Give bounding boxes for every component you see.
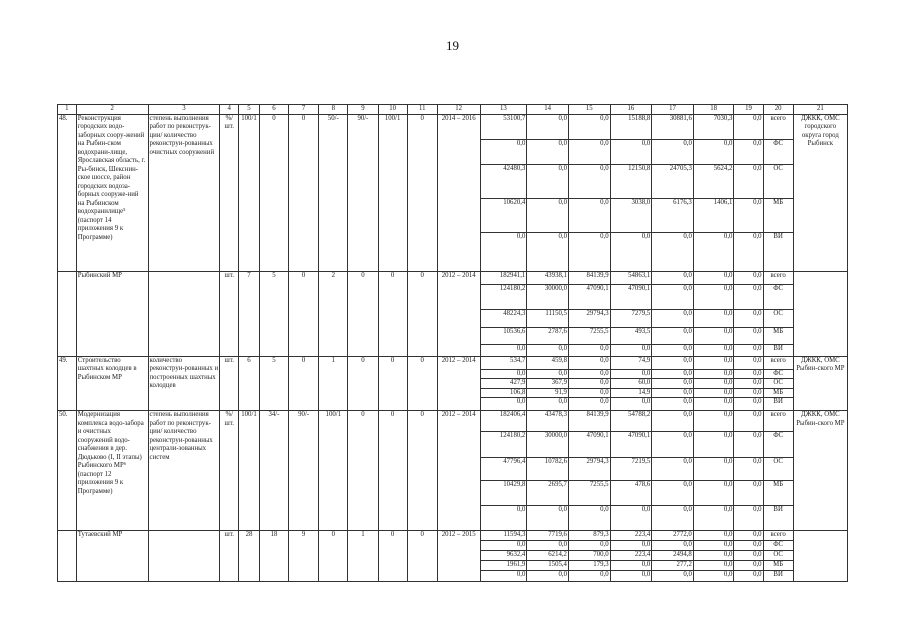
- amount-cell: 0,0: [693, 411, 734, 432]
- target-value-cell: 0: [259, 114, 288, 271]
- responsible-cell: ДЖКК, ОМС Рыбин-ского МР: [793, 411, 847, 531]
- amount-cell: 0,0: [568, 164, 610, 198]
- amount-cell: 0,0: [568, 356, 610, 369]
- column-header: 19: [734, 105, 763, 115]
- amount-cell: 0,0: [568, 369, 610, 379]
- amount-cell: 0,0: [610, 570, 652, 581]
- amount-cell: 0,0: [693, 271, 734, 284]
- row-number-cell: 50.: [58, 411, 77, 531]
- amount-cell: 0,0: [568, 398, 610, 411]
- row-number-cell: [58, 271, 77, 356]
- program-table: [57, 104, 848, 582]
- column-header: 13: [480, 105, 527, 115]
- amount-cell: 0,0: [693, 531, 734, 541]
- amount-cell: 0,0: [693, 398, 734, 411]
- amount-cell: 10620,4: [480, 198, 527, 232]
- amount-cell: 47090,1: [610, 284, 652, 309]
- amount-cell: 84139,9: [568, 271, 610, 284]
- source-cell: всего: [763, 411, 793, 432]
- amount-cell: 2787,6: [527, 327, 569, 344]
- amount-cell: 7255,5: [568, 327, 610, 344]
- source-cell: ОС: [763, 309, 793, 327]
- amount-cell: 0,0: [652, 379, 694, 389]
- source-cell: ФС: [763, 284, 793, 309]
- amount-cell: 7030,3: [693, 114, 734, 139]
- indicator-cell: степень выполнения работ по реконструк-ции/ количество реконструи-рованных очистных сооружений: [148, 114, 220, 271]
- unit-cell: шт.: [220, 531, 239, 582]
- measure-name-cell: Тутаевский МР: [76, 531, 148, 582]
- amount-cell: 0,0: [693, 541, 734, 551]
- amount-cell: 0,0: [652, 369, 694, 379]
- source-cell: ОС: [763, 164, 793, 198]
- amount-cell: 223,4: [610, 531, 652, 541]
- source-cell: МБ: [763, 481, 793, 506]
- source-cell: ВИ: [763, 570, 793, 581]
- amount-cell: 0,0: [734, 570, 763, 581]
- column-header: 17: [652, 105, 694, 115]
- amount-cell: 0,0: [610, 344, 652, 356]
- amount-cell: 0,0: [734, 309, 763, 327]
- amount-cell: 0,0: [527, 506, 569, 531]
- amount-cell: 2695,7: [527, 481, 569, 506]
- target-value-cell: 0: [407, 531, 437, 582]
- column-header: 10: [378, 105, 407, 115]
- period-cell: 2012 – 2014: [437, 271, 480, 356]
- unit-cell: шт.: [220, 271, 239, 356]
- measure-name-cell: Реконструкция городских водо-заборных соору-жений на Рыбин-ском водохрани-лище, Ярославская область, г. Ры-бинск, Шекснин-ское шоссе, район городских водоза-борных сооруже-ний на Рыбинском водохранилище⁵ (паспорт 14 приложения 9 к Программе): [76, 114, 148, 271]
- amount-cell: 10429,8: [480, 481, 527, 506]
- responsible-cell: [793, 531, 847, 582]
- period-cell: 2012 – 2014: [437, 411, 480, 531]
- amount-cell: 0,0: [734, 531, 763, 541]
- amount-cell: 53100,7: [480, 114, 527, 139]
- amount-cell: 0,0: [652, 506, 694, 531]
- amount-cell: 3038,0: [610, 198, 652, 232]
- column-header: 4: [220, 105, 239, 115]
- amount-cell: 179,3: [568, 560, 610, 570]
- amount-cell: 54788,2: [610, 411, 652, 432]
- amount-cell: 0,0: [693, 369, 734, 379]
- amount-cell: 0,0: [734, 369, 763, 379]
- amount-cell: 48224,3: [480, 309, 527, 327]
- amount-cell: 124180,2: [480, 284, 527, 309]
- target-value-cell: 0: [378, 356, 407, 411]
- column-header: 12: [437, 105, 480, 115]
- amount-cell: 11150,5: [527, 309, 569, 327]
- amount-cell: 478,6: [610, 481, 652, 506]
- target-value-cell: 100/1: [239, 114, 260, 271]
- amount-cell: 0,0: [693, 458, 734, 481]
- amount-cell: 0,0: [480, 344, 527, 356]
- amount-cell: 1961,9: [480, 560, 527, 570]
- target-value-cell: 34/-: [259, 411, 288, 531]
- amount-cell: 0,0: [610, 369, 652, 379]
- amount-cell: 0,0: [652, 327, 694, 344]
- responsible-cell: ДЖКК, ОМС городского округа город Рыбинск: [793, 114, 847, 271]
- amount-cell: 879,3: [568, 531, 610, 541]
- amount-cell: 0,0: [568, 506, 610, 531]
- amount-cell: 223,4: [610, 550, 652, 560]
- source-cell: ОС: [763, 550, 793, 560]
- target-value-cell: 0: [407, 356, 437, 411]
- amount-cell: 30000,0: [527, 432, 569, 458]
- amount-cell: 0,0: [480, 232, 527, 271]
- amount-cell: 0,0: [693, 550, 734, 560]
- column-header: 20: [763, 105, 793, 115]
- table-row: [58, 114, 848, 139]
- amount-cell: 0,0: [527, 570, 569, 581]
- unit-cell: шт.: [220, 356, 239, 411]
- amount-cell: 54863,1: [610, 271, 652, 284]
- amount-cell: 0,0: [652, 481, 694, 506]
- amount-cell: 0,0: [527, 232, 569, 271]
- amount-cell: 60,0: [610, 379, 652, 389]
- target-value-cell: 28: [239, 531, 260, 582]
- target-value-cell: 9: [289, 531, 319, 582]
- amount-cell: 0,0: [652, 388, 694, 398]
- amount-cell: 7255,5: [568, 481, 610, 506]
- amount-cell: 0,0: [693, 481, 734, 506]
- amount-cell: 29794,3: [568, 458, 610, 481]
- target-value-cell: 90/-: [348, 114, 378, 271]
- target-value-cell: 0: [348, 411, 378, 531]
- amount-cell: 0,0: [652, 139, 694, 164]
- responsible-cell: ДЖКК, ОМС Рыбин-ского МР: [793, 356, 847, 411]
- target-value-cell: 1: [348, 531, 378, 582]
- amount-cell: 7279,5: [610, 309, 652, 327]
- target-value-cell: 100/1: [378, 114, 407, 271]
- amount-cell: 182406,4: [480, 411, 527, 432]
- target-value-cell: 0: [378, 531, 407, 582]
- indicator-cell: [148, 271, 220, 356]
- amount-cell: 0,0: [652, 271, 694, 284]
- amount-cell: 0,0: [610, 541, 652, 551]
- amount-cell: 0,0: [480, 541, 527, 551]
- amount-cell: 0,0: [693, 570, 734, 581]
- amount-cell: 0,0: [693, 379, 734, 389]
- source-cell: ВИ: [763, 398, 793, 411]
- measure-name-cell: Рыбинский МР: [76, 271, 148, 356]
- amount-cell: 182941,1: [480, 271, 527, 284]
- amount-cell: 43938,1: [527, 271, 569, 284]
- source-cell: МБ: [763, 388, 793, 398]
- amount-cell: 0,0: [480, 369, 527, 379]
- amount-cell: 30000,0: [527, 284, 569, 309]
- amount-cell: 0,0: [652, 411, 694, 432]
- source-cell: всего: [763, 271, 793, 284]
- amount-cell: 7719,6: [527, 531, 569, 541]
- period-cell: 2012 – 2015: [437, 531, 480, 582]
- amount-cell: 15188,8: [610, 114, 652, 139]
- amount-cell: 84139,9: [568, 411, 610, 432]
- amount-cell: 0,0: [527, 164, 569, 198]
- column-header: 14: [527, 105, 569, 115]
- source-cell: ФС: [763, 139, 793, 164]
- amount-cell: 0,0: [568, 570, 610, 581]
- target-value-cell: 100/1: [319, 411, 348, 531]
- amount-cell: 534,7: [480, 356, 527, 369]
- amount-cell: 277,2: [652, 560, 694, 570]
- column-header: 21: [793, 105, 847, 115]
- column-header: 15: [568, 105, 610, 115]
- measure-name-cell: Строительство шахтных колодцев в Рыбинском МР: [76, 356, 148, 411]
- page-number: 19: [446, 38, 459, 53]
- amount-cell: 0,0: [652, 398, 694, 411]
- amount-cell: 12150,8: [610, 164, 652, 198]
- column-header: 6: [259, 105, 288, 115]
- column-header: 5: [239, 105, 260, 115]
- column-header: 2: [76, 105, 148, 115]
- amount-cell: 0,0: [610, 560, 652, 570]
- amount-cell: 0,0: [568, 232, 610, 271]
- target-value-cell: 100/1: [239, 411, 260, 531]
- table-row: [58, 411, 848, 432]
- amount-cell: 0,0: [568, 541, 610, 551]
- amount-cell: 0,0: [734, 432, 763, 458]
- column-header: 9: [348, 105, 378, 115]
- amount-cell: 0,0: [652, 344, 694, 356]
- row-number-cell: [58, 531, 77, 582]
- amount-cell: 0,0: [693, 232, 734, 271]
- target-value-cell: 6: [239, 356, 260, 411]
- indicator-cell: [148, 531, 220, 582]
- amount-cell: 0,0: [734, 164, 763, 198]
- amount-cell: 91,9: [527, 388, 569, 398]
- amount-cell: 0,0: [734, 379, 763, 389]
- row-number-cell: 49.: [58, 356, 77, 411]
- amount-cell: 42480,3: [480, 164, 527, 198]
- amount-cell: 74,9: [610, 356, 652, 369]
- target-value-cell: 0: [289, 114, 319, 271]
- indicator-cell: степень выполнения работ по реконструк-ции/ количество реконструи-рованных централи-зованных систем: [148, 411, 220, 531]
- amount-cell: 0,0: [693, 327, 734, 344]
- target-value-cell: 0: [289, 271, 319, 356]
- amount-cell: 0,0: [693, 506, 734, 531]
- target-value-cell: 0: [407, 114, 437, 271]
- amount-cell: 0,0: [527, 139, 569, 164]
- amount-cell: 0,0: [568, 379, 610, 389]
- amount-cell: 47796,4: [480, 458, 527, 481]
- amount-cell: 1505,4: [527, 560, 569, 570]
- target-value-cell: 1: [319, 356, 348, 411]
- source-cell: всего: [763, 114, 793, 139]
- amount-cell: 10536,6: [480, 327, 527, 344]
- source-cell: МБ: [763, 560, 793, 570]
- amount-cell: 0,0: [734, 398, 763, 411]
- amount-cell: 493,5: [610, 327, 652, 344]
- amount-cell: 0,0: [693, 139, 734, 164]
- amount-cell: 0,0: [527, 541, 569, 551]
- amount-cell: 6176,3: [652, 198, 694, 232]
- amount-cell: 2494,8: [652, 550, 694, 560]
- target-value-cell: 0: [378, 271, 407, 356]
- amount-cell: 0,0: [527, 198, 569, 232]
- amount-cell: 0,0: [693, 284, 734, 309]
- amount-cell: 0,0: [652, 570, 694, 581]
- source-cell: ОС: [763, 458, 793, 481]
- amount-cell: 0,0: [734, 284, 763, 309]
- unit-cell: %/ шт.: [220, 411, 239, 531]
- amount-cell: 0,0: [568, 198, 610, 232]
- source-cell: ФС: [763, 369, 793, 379]
- amount-cell: 459,8: [527, 356, 569, 369]
- target-value-cell: 0: [348, 356, 378, 411]
- amount-cell: 6214,2: [527, 550, 569, 560]
- amount-cell: 0,0: [734, 560, 763, 570]
- source-cell: ФС: [763, 541, 793, 551]
- amount-cell: 0,0: [480, 570, 527, 581]
- period-cell: 2014 – 2016: [437, 114, 480, 271]
- source-cell: ВИ: [763, 232, 793, 271]
- column-header: 7: [289, 105, 319, 115]
- responsible-cell: [793, 271, 847, 356]
- column-header: 16: [610, 105, 652, 115]
- amount-cell: 0,0: [480, 139, 527, 164]
- amount-cell: 0,0: [527, 344, 569, 356]
- amount-cell: 0,0: [652, 458, 694, 481]
- target-value-cell: 90/-: [289, 411, 319, 531]
- amount-cell: 0,0: [652, 284, 694, 309]
- amount-cell: 0,0: [734, 506, 763, 531]
- amount-cell: 14,9: [610, 388, 652, 398]
- target-value-cell: 0: [378, 411, 407, 531]
- amount-cell: 0,0: [734, 388, 763, 398]
- amount-cell: 0,0: [610, 232, 652, 271]
- amount-cell: 0,0: [527, 369, 569, 379]
- amount-cell: 0,0: [734, 198, 763, 232]
- amount-cell: 0,0: [610, 139, 652, 164]
- table-row: [58, 531, 848, 541]
- amount-cell: 0,0: [693, 432, 734, 458]
- amount-cell: 43478,3: [527, 411, 569, 432]
- target-value-cell: 2: [319, 271, 348, 356]
- amount-cell: 367,9: [527, 379, 569, 389]
- amount-cell: 0,0: [652, 541, 694, 551]
- amount-cell: 0,0: [734, 271, 763, 284]
- amount-cell: 0,0: [610, 506, 652, 531]
- amount-cell: 0,0: [693, 344, 734, 356]
- amount-cell: 9632,4: [480, 550, 527, 560]
- column-header: 8: [319, 105, 348, 115]
- amount-cell: 0,0: [480, 506, 527, 531]
- amount-cell: 0,0: [568, 139, 610, 164]
- source-cell: всего: [763, 356, 793, 369]
- target-value-cell: 7: [239, 271, 260, 356]
- amount-cell: 0,0: [480, 398, 527, 411]
- amount-cell: 0,0: [734, 481, 763, 506]
- table-row: [58, 271, 848, 284]
- amount-cell: 0,0: [734, 344, 763, 356]
- amount-cell: 0,0: [734, 411, 763, 432]
- amount-cell: 0,0: [734, 550, 763, 560]
- source-cell: всего: [763, 531, 793, 541]
- amount-cell: 0,0: [734, 114, 763, 139]
- measure-name-cell: Модернизация комплекса водо-забора и очистных сооружений водо-снабжения в дер. Дюдьково (I, II этапы) Рыбинского МР⁶ (паспорт 12 приложения 9 к Программе): [76, 411, 148, 531]
- column-header: 3: [148, 105, 220, 115]
- column-header: 11: [407, 105, 437, 115]
- column-header: 18: [693, 105, 734, 115]
- amount-cell: 0,0: [734, 327, 763, 344]
- amount-cell: 0,0: [568, 344, 610, 356]
- amount-cell: 2772,0: [652, 531, 694, 541]
- source-cell: ВИ: [763, 506, 793, 531]
- target-value-cell: 0: [407, 411, 437, 531]
- amount-cell: 7219,5: [610, 458, 652, 481]
- amount-cell: 0,0: [527, 398, 569, 411]
- source-cell: ВИ: [763, 344, 793, 356]
- amount-cell: 0,0: [652, 232, 694, 271]
- target-value-cell: 5: [259, 271, 288, 356]
- amount-cell: 700,0: [568, 550, 610, 560]
- amount-cell: 0,0: [693, 388, 734, 398]
- target-value-cell: 0: [319, 531, 348, 582]
- amount-cell: 0,0: [693, 356, 734, 369]
- amount-cell: 0,0: [568, 388, 610, 398]
- amount-cell: 29794,3: [568, 309, 610, 327]
- amount-cell: 0,0: [693, 560, 734, 570]
- source-cell: МБ: [763, 327, 793, 344]
- amount-cell: 47090,1: [568, 432, 610, 458]
- amount-cell: 0,0: [652, 432, 694, 458]
- amount-cell: 5624,2: [693, 164, 734, 198]
- amount-cell: 0,0: [734, 458, 763, 481]
- amount-cell: 47090,1: [610, 432, 652, 458]
- amount-cell: 10782,6: [527, 458, 569, 481]
- table-row: [58, 356, 848, 369]
- amount-cell: 124180,2: [480, 432, 527, 458]
- amount-cell: 0,0: [652, 356, 694, 369]
- amount-cell: 0,0: [734, 232, 763, 271]
- target-value-cell: 0: [289, 356, 319, 411]
- amount-cell: 30881,6: [652, 114, 694, 139]
- row-number-cell: 48.: [58, 114, 77, 271]
- amount-cell: 0,0: [568, 114, 610, 139]
- indicator-cell: количество реконструи-рованных и построенных шахтных колодцев: [148, 356, 220, 411]
- amount-cell: 24705,3: [652, 164, 694, 198]
- source-cell: ОС: [763, 379, 793, 389]
- unit-cell: %/ шт.: [220, 114, 239, 271]
- source-cell: ФС: [763, 432, 793, 458]
- target-value-cell: 0: [407, 271, 437, 356]
- amount-cell: 0,0: [610, 398, 652, 411]
- amount-cell: 11594,3: [480, 531, 527, 541]
- source-cell: МБ: [763, 198, 793, 232]
- header-row: [58, 105, 848, 115]
- target-value-cell: 18: [259, 531, 288, 582]
- period-cell: 2012 – 2014: [437, 356, 480, 411]
- target-value-cell: 50/-: [319, 114, 348, 271]
- target-value-cell: 5: [259, 356, 288, 411]
- amount-cell: 0,0: [734, 356, 763, 369]
- amount-cell: 1406,1: [693, 198, 734, 232]
- column-header: 1: [58, 105, 77, 115]
- amount-cell: 47090,1: [568, 284, 610, 309]
- amount-cell: 106,8: [480, 388, 527, 398]
- amount-cell: 0,0: [527, 114, 569, 139]
- amount-cell: 0,0: [652, 309, 694, 327]
- amount-cell: 0,0: [693, 309, 734, 327]
- target-value-cell: 0: [348, 271, 378, 356]
- amount-cell: 427,9: [480, 379, 527, 389]
- amount-cell: 0,0: [734, 139, 763, 164]
- amount-cell: 0,0: [734, 541, 763, 551]
